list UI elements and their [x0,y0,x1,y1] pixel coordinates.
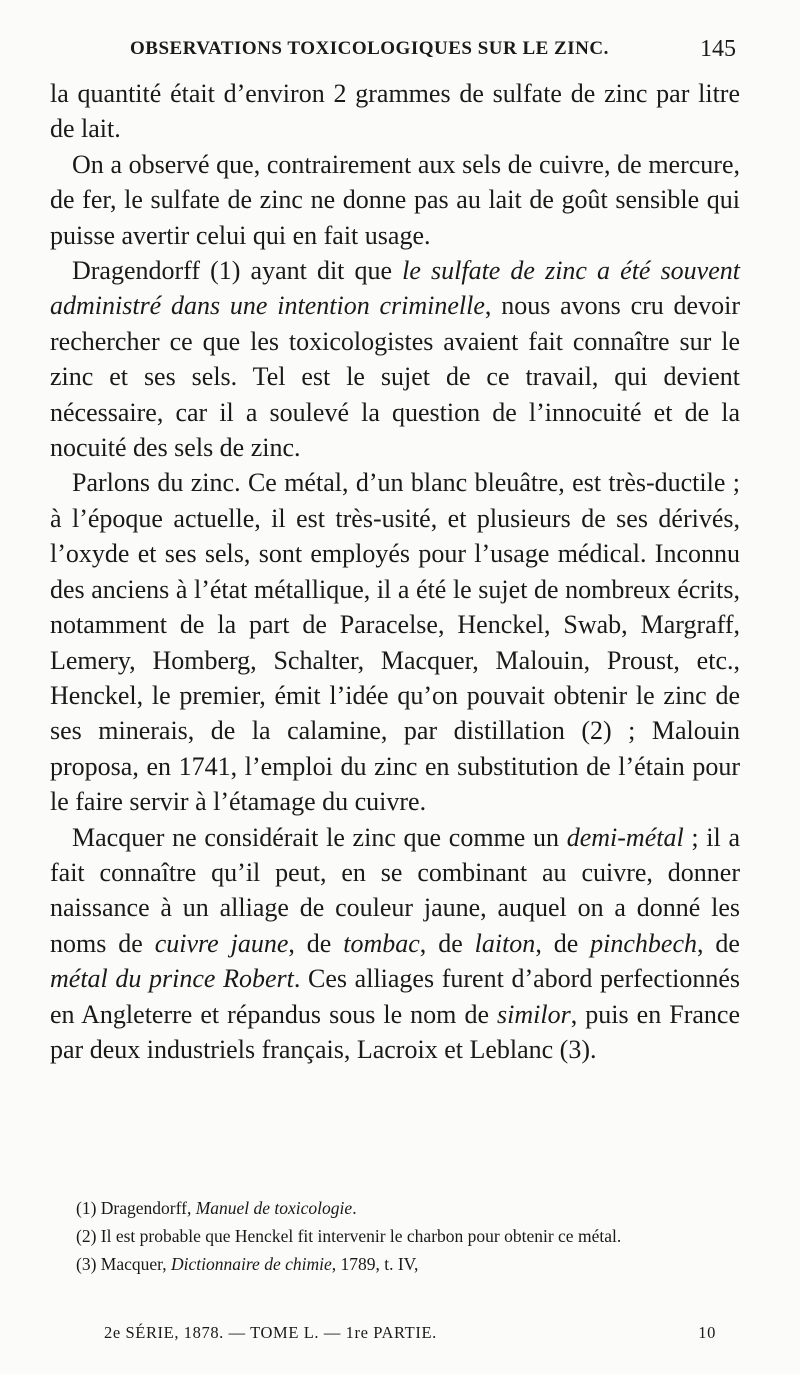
paragraph-5-italic-demi-metal: demi-métal [566,822,684,852]
paragraph-5-italic-tombac: tombac [343,928,420,958]
signature-text: 2e SÉRIE, 1878. — TOME L. — 1re PARTIE. [104,1323,437,1342]
body-text [50,76,740,1067]
paragraph-5-text-a: Macquer ne considérait le zinc que comme un [72,822,567,852]
paragraph-5-italic-pinchbech: pinchbech [590,928,698,958]
paragraph-2: On a observé que, contrairement aux sels de cuivre, de mercure, de fer, le sulfate de zinc ne donne pas au lait de goût sensible qui puisse avertir celui qui en fait usage. [50,149,740,250]
running-head [50,38,740,70]
footnote-1 [50,1195,740,1221]
signature-number: 10 [698,1323,716,1342]
paragraph-5-text-e: , de [288,928,344,958]
paragraph-4: Parlons du zinc. Ce métal, d’un blanc bleuâtre, est très-ductile ; à l’époque actuelle, il est très-usité, et plusieurs de ses dérivés, l’oxyde et ses sels, sont employés pour l’usage médical. Inconnu des anciens à l’état métallique, il a été le sujet de nombreux écrits, notamment de la part de Paracelse, Henckel, Swab, Margraff, Lemery, Homberg, Schalter, Macquer, Malouin, Proust, etc., Henckel, le premier, émit l’idée qu’on pouvait obtenir le zinc de ses minerais, de la calamine, par distillation (2) ; Malouin proposa, en 1741, l’emploi du zinc en substitution de l’étain pour le faire servir à l’étamage du cuivre. [50,468,740,817]
paragraph-5-text-i: , de [535,928,591,958]
footnote-3 [50,1251,740,1277]
paragraph-5-italic-cuivre-jaune: cuivre jaune [154,928,289,958]
footnote-3-text-c: , 1789, t. IV, [331,1254,419,1274]
footnote-3-text-a: (3) Macquer, [76,1254,172,1274]
footnotes [50,1195,740,1279]
footnote-1-title: Manuel de toxicologie [195,1198,353,1218]
footnote-2: (2) Il est probable que Henckel fit intervenir le charbon pour obtenir ce métal. [76,1226,622,1246]
paragraph-5-italic-laiton: laiton [474,928,536,958]
paragraph-5-text-g: , de [419,928,475,958]
paragraph-5-italic-metal-prince-robert: métal du prince Robert [50,964,294,994]
running-title: OBSERVATIONS TOXICOLOGIQUES SUR LE ZINC. [130,38,609,59]
paragraph-3-text-c: , nous avons cru devoir rechercher ce que les toxicologistes avaient fait connaître sur le zinc et ses sels. Tel est le sujet de ce travail, qui devient nécessaire, car il a soulevé la question de l’innocuité et de la nocuité des sels de zinc. [50,291,740,463]
printer-signature [104,1323,716,1349]
paragraph-3-quote: le sulfate de zinc a été souvent administré dans une intention criminelle [50,256,740,321]
footnote-3-title: Dictionnaire de chimie [171,1254,332,1274]
paragraph-1: la quantité était d’environ 2 grammes de sulfate de zinc par litre de lait. [50,79,740,144]
footnote-1-text-c: . [352,1198,357,1218]
paragraph-5-italic-similor: similor [497,999,571,1029]
page-number: 145 [700,36,736,62]
paragraph-5-text-c: ; il a fait connaître qu’il peut, en se combinant au cuivre, donner naissance à un alliage de couleur jaune, auquel on a donné les noms de [50,822,740,958]
paragraph-3-text-a: Dragendorff (1) ayant dit que [72,256,403,286]
paragraph-5 [50,820,740,1068]
footnote-1-text-a: (1) Dragendorff, [76,1198,196,1218]
paragraph-5-text-k: , de [697,928,740,958]
paragraph-5-text-o: , puis en France par deux industriels français, Lacroix et Leblanc (3). [50,999,740,1064]
paragraph-3 [50,253,740,465]
paragraph-5-text-m: . Ces alliages furent d’abord perfectionnés en Angleterre et répandus sous le nom de [50,964,741,1029]
